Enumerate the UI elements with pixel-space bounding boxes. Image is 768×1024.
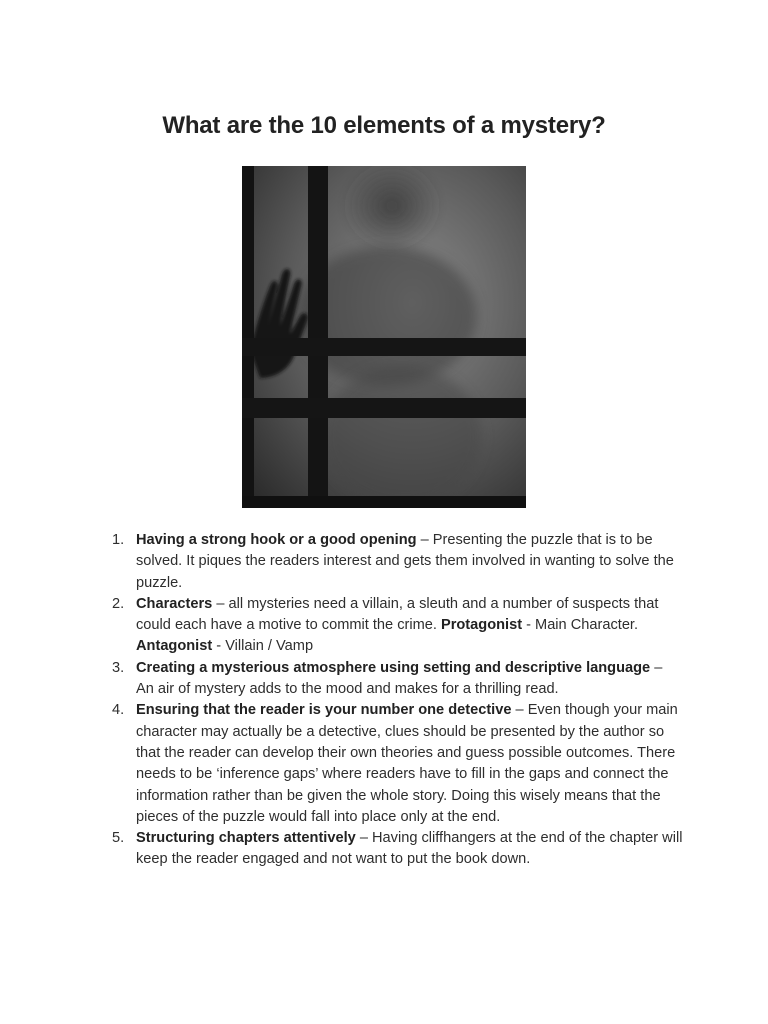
list-item [108,828,683,871]
list-item [108,700,683,828]
list-number: 4. [112,702,125,719]
page-title: What are the 10 elements of a mystery? [162,112,606,139]
list-item [108,658,683,701]
item-heading: Characters [136,595,213,612]
elements-list [108,530,683,871]
item-heading: Ensuring that the reader is your number one detective [136,702,512,719]
item-text: – Even though your main character may actually be a detective, clues should be presented by the author so that the reader can develop their own theories and guess possible outcomes. There needs to be ‘inference gaps’ where readers have to fill in the gaps and connect the information rather than be given the whole story. Doing this wisely means that the pieces of the puzzle would fall into place only at the end. [136,702,678,825]
item-text: – An air of mystery adds to the mood and makes for a thrilling read. [136,659,663,698]
frosted-window-illustration [242,166,526,508]
item-heading: Creating a mysterious atmosphere using setting and descriptive language [136,659,651,676]
list-item [108,530,683,594]
item-text: – Presenting the puzzle that is to be solved. It piques the readers interest and gets them involved in wanting to solve the puzzle. [136,532,674,591]
item-text: – all mysteries need a villain, a sleuth and a number of suspects that could each have a motive to commit the crime. [136,595,659,634]
item-text: – Having cliffhangers at the end of the chapter will keep the reader engaged and not want to put the book down. [136,830,683,868]
list-number: 1. [112,532,125,548]
protagonist-label: Protagonist [440,617,523,634]
item-heading: Having a strong hook or a good opening [136,532,417,548]
list-item [108,594,683,658]
antagonist-label: Antagonist [136,638,213,655]
protagonist-text: - Main Character. [522,617,639,634]
antagonist-text: - Villain / Vamp [212,638,314,655]
list-number: 5. [112,830,125,847]
list-number: 3. [112,659,125,676]
list-number: 2. [112,595,125,612]
item-heading: Structuring chapters attentively [136,830,356,847]
mystery-photo [242,166,526,508]
